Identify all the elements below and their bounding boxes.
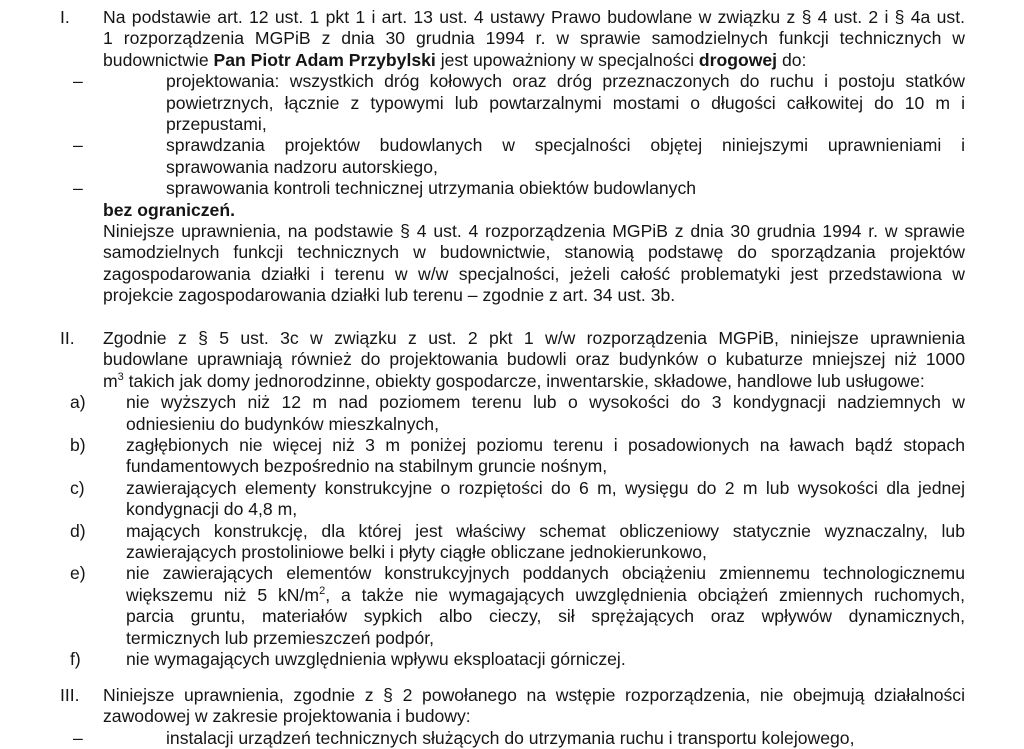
list-item [70, 520, 965, 564]
list-item-line: odniesieniu do budynków mieszkalnych, [126, 413, 439, 434]
list-item [70, 563, 965, 649]
section-number: III. [60, 685, 80, 705]
section-number: II. [60, 328, 75, 348]
paragraph-line: Zgodnie z § 5 ust. 3c w związku z ust. 2 pkt 1 w/w rozporządzenia MGPiB, niniejsze uprawnienia [103, 328, 965, 348]
list-item [70, 392, 965, 435]
list-item-line: kondygnacji do 4,8 m, [126, 499, 298, 520]
text-fragment: do: [781, 49, 807, 70]
list-item-line: przepustami, [166, 114, 267, 135]
list-letter: f) [70, 649, 81, 670]
list-item-line: projektowania: wszystkich dróg kołowych oraz dróg przeznaczonych do ruchu i postoju statków [166, 71, 965, 92]
paragraph-line: Niniejsze uprawnienia, zgodnie z § 2 powołanego na wstępie rozporządzenia, nie obejmują działalności [103, 685, 965, 705]
paragraph-line: Niniejsze uprawnienia, na podstawie § 4 ust. 4 rozporządzenia MGPiB z dnia 30 grudnia 1994 r. w sprawie [103, 221, 965, 242]
list-item-line: zawierających prostoliniowe belki i płyty ciągłe obliczane jednokierunkowo, [126, 542, 707, 563]
unit-m: m [103, 370, 118, 391]
text-fragment: budownictwie [103, 49, 209, 70]
list-letter: b) [70, 435, 86, 456]
paragraph-line: zagospodarowania działki i terenu w w/w specjalności, jeżeli całość problematyki jest przedstawiona w [103, 263, 965, 284]
paragraph-line: projekcie zagospodarowania działki lub terenu – zgodnie z art. 34 ust. 3b. [103, 285, 676, 306]
list-item-line [103, 585, 965, 606]
list-item-line: nie zawierających elementów konstrukcyjnych poddanych obciążeniu zmiennemu technologicznemu [126, 563, 965, 584]
list-item-line: nie wymagających uwzględnienia wpływu eksploatacji górniczej. [126, 649, 626, 670]
superscript-2: 2 [319, 585, 326, 598]
list-item-line: sprawowania kontroli technicznej utrzymania obiektów budowlanych [166, 178, 697, 199]
section-number: I. [60, 7, 70, 27]
list-letter: a) [70, 392, 86, 413]
list-item-line: powietrznych, łącznie z typowymi lub powtarzalnymi mostami o długości całkowitej do 10 m i [166, 92, 965, 113]
paragraph-line: samodzielnych funkcji technicznych w budownictwie, stanowią podstawę do sporządzania projektów [103, 242, 965, 263]
list-item [70, 477, 965, 521]
list-item [73, 727, 965, 749]
paragraph-line: budowlane uprawniają również do projektowania budowli oraz budynków o kubaturze mniejszej niż 1000 [103, 349, 965, 370]
paragraph-line [103, 371, 965, 392]
text-fragment: takich jak domy jednorodzinne, obiekty gospodarcze, inwentarskie, składowe, handlowe lub usługowe: [128, 370, 925, 391]
list-item-line: nie wyższych niż 12 m nad poziomem terenu lub o wysokości do 3 kondygnacji nadziemnych w [126, 392, 965, 413]
list-item-line: fundamentowych bezpośrednio na stabilnym gruncie nośnym, [126, 456, 608, 477]
list-dash: – [73, 178, 83, 199]
list-dash: – [73, 71, 83, 92]
paragraph-line: zawodowej w zakresie projektowania i budowy: [103, 706, 471, 727]
text-fragment: większemu niż 5 kN/m [126, 584, 320, 605]
list-item [70, 435, 965, 478]
list-item-line: zagłębionych nie więcej niż 3 m poniżej poziomu terenu i posadowionych na ławach bądź stopach [126, 435, 965, 456]
list-letter: d) [70, 520, 86, 541]
text-fragment: jest upoważniony w specjalności [440, 49, 694, 70]
list-dash: – [73, 727, 83, 748]
list-item [73, 135, 965, 178]
no-limits-label: bez ograniczeń. [103, 199, 235, 220]
list-letter: c) [70, 477, 85, 498]
list-item-line: mających konstrukcję, dla której jest właściwy schemat obliczeniowy statycznie wyznaczalny, lub [126, 520, 965, 541]
section-2-body [70, 328, 965, 671]
list-item-line: termicznych lub przemieszczeń podpór, [126, 627, 435, 648]
paragraph-line: Na podstawie art. 12 ust. 1 pkt 1 i art. 13 ust. 4 ustawy Prawo budowlane w związku z § 4 ust. 2 i § 4a ust. [103, 7, 965, 27]
text-fragment: , a także nie wymagających uwzględnienia obciążeń zmiennych ruchomych, [325, 584, 965, 605]
paragraph-line [103, 50, 965, 71]
superscript-3: 3 [117, 370, 124, 383]
list-item-line: instalacji urządzeń technicznych służących do utrzymania ruchu i transportu kolejowego, [166, 727, 855, 748]
list-item-line: zawierających elementy konstrukcyjne o rozpiętości do 6 m, wysięgu do 2 m lub wysokości dla jednej [126, 477, 965, 498]
person-name: Pan Piotr Adam Przybylski [213, 49, 436, 70]
specialty-name: drogowej [698, 49, 778, 70]
list-item [73, 178, 965, 199]
list-item-line: sprawowania nadzoru autorskiego, [166, 156, 438, 177]
list-item-line: sprawdzania projektów budowlanych w specjalności objętej niniejszymi uprawnieniami i [166, 135, 965, 156]
section-1-body [73, 7, 965, 307]
list-item-line: parcia gruntu, materiałów sypkich albo cieczy, sił sprężających oraz wpływów dynamicznych, [126, 606, 965, 627]
list-dash: – [73, 135, 83, 156]
list-item [73, 71, 965, 135]
paragraph-line: 1 rozporządzenia MGPiB z dnia 30 grudnia 1994 r. w sprawie samodzielnych funkcji technicznych w [103, 28, 965, 49]
list-letter: e) [70, 563, 86, 584]
section-3-body [73, 685, 965, 749]
list-item [70, 649, 965, 670]
